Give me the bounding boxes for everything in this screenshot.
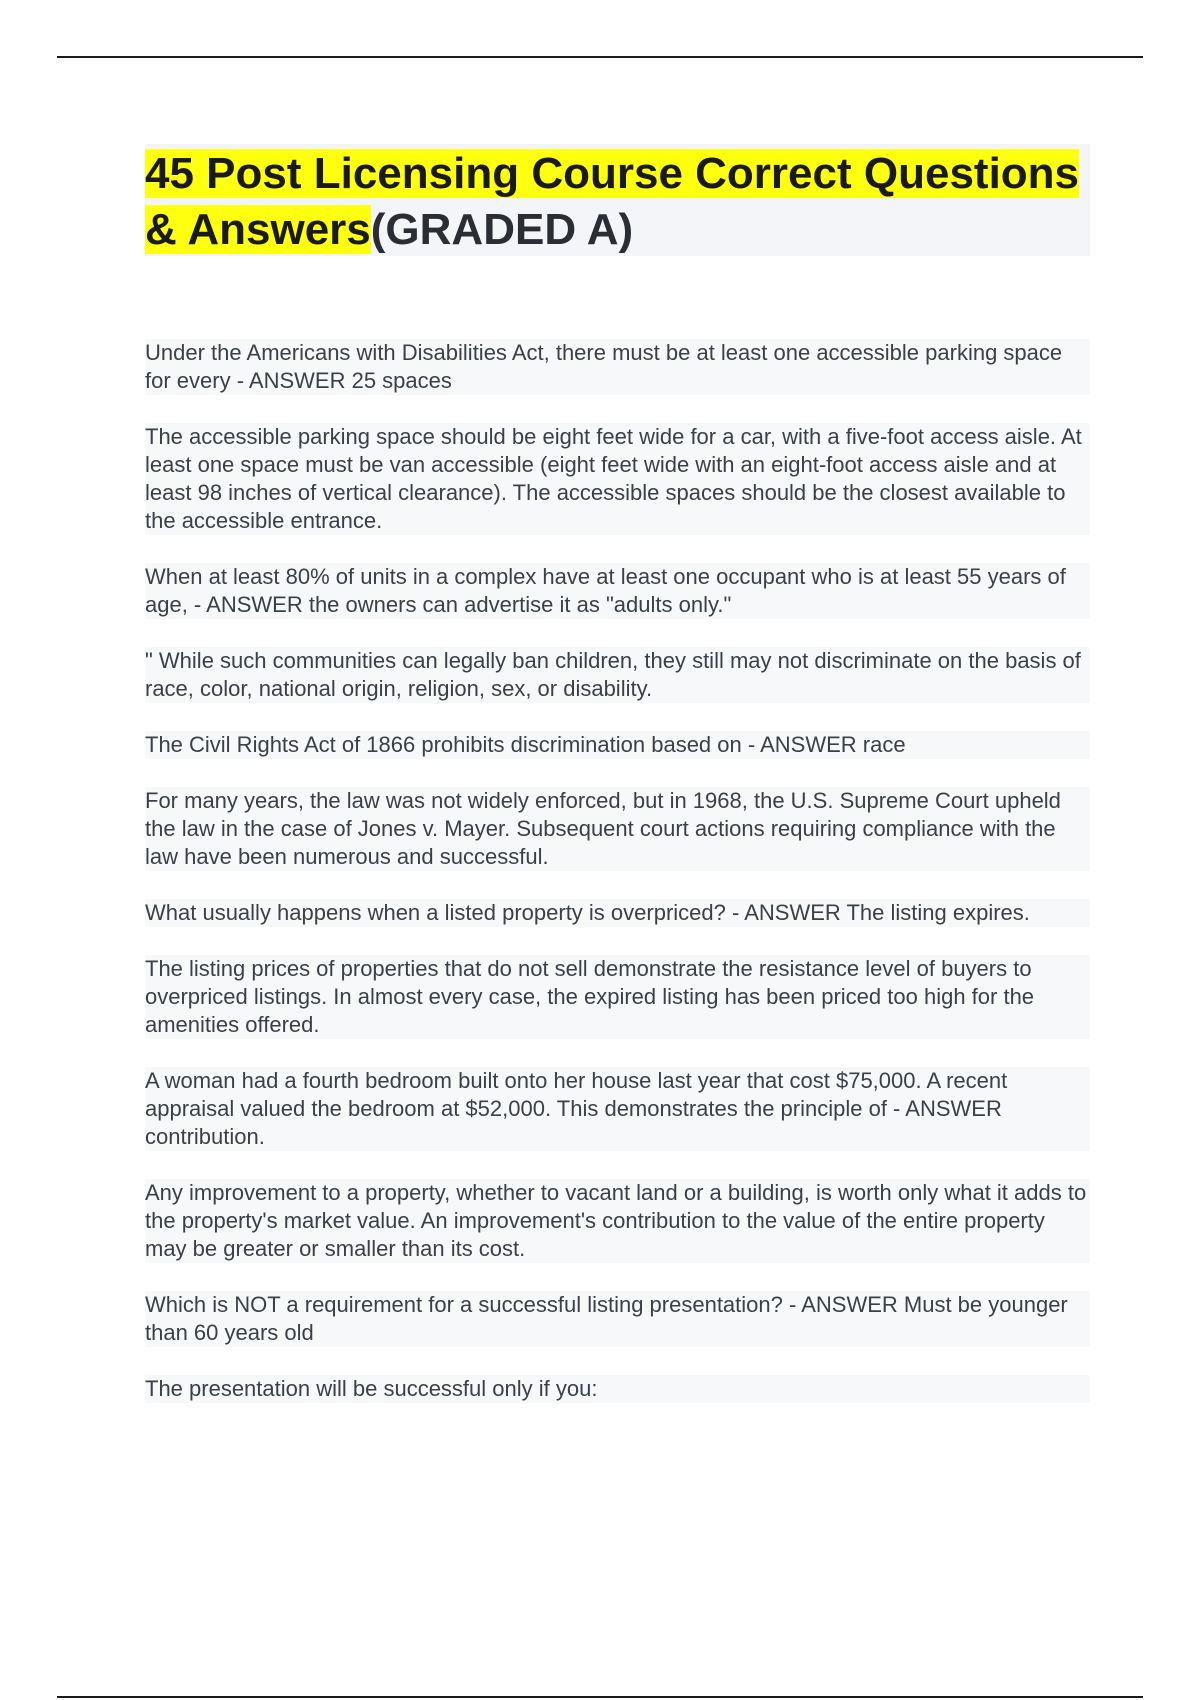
paragraph: What usually happens when a listed property is overpriced? - ANSWER The listing expires. — [145, 899, 1090, 927]
paragraph: When at least 80% of units in a complex have at least one occupant who is at least 55 years of age, - ANSWER the owners can advertise it as "adults only." — [145, 563, 1090, 619]
paragraph: Any improvement to a property, whether to vacant land or a building, is worth only what it adds to the property's market value. An improvement's contribution to the value of the entire property may be greater or smaller than its cost. — [145, 1179, 1090, 1263]
paragraph: " While such communities can legally ban children, they still may not discriminate on the basis of race, color, national origin, religion, sex, or disability. — [145, 647, 1090, 703]
paragraph: Under the Americans with Disabilities Act, there must be at least one accessible parking space for every - ANSWER 25 spaces — [145, 339, 1090, 395]
paragraph: The listing prices of properties that do not sell demonstrate the resistance level of buyers to overpriced listings. In almost every case, the expired listing has been priced too high for the amenities offered. — [145, 955, 1090, 1039]
document-title — [145, 146, 1090, 258]
title-highlighted-text: 45 Post Licensing Course Correct Questions & Answers — [145, 149, 1080, 254]
paragraph: The presentation will be successful only if you: — [145, 1375, 1090, 1403]
document-body — [145, 339, 1090, 1431]
top-rule — [57, 56, 1143, 58]
paragraph: The Civil Rights Act of 1866 prohibits discrimination based on - ANSWER race — [145, 731, 1090, 759]
title-grade-text: (GRADED A) — [370, 205, 634, 254]
paragraph: The accessible parking space should be eight feet wide for a car, with a five-foot access aisle. At least one space must be van accessible (eight feet wide with an eight-foot access aisle and at least 98 inches of vertical clearance). The accessible spaces should be the closest available to the accessible entrance. — [145, 423, 1090, 535]
paragraph: For many years, the law was not widely enforced, but in 1968, the U.S. Supreme Court upheld the law in the case of Jones v. Mayer. Subsequent court actions requiring compliance with the law have been numerous and successful. — [145, 787, 1090, 871]
bottom-rule — [57, 1696, 1143, 1698]
paragraph: A woman had a fourth bedroom built onto her house last year that cost $75,000. A recent appraisal valued the bedroom at $52,000. This demonstrates the principle of - ANSWER contribution. — [145, 1067, 1090, 1151]
paragraph: Which is NOT a requirement for a successful listing presentation? - ANSWER Must be younger than 60 years old — [145, 1291, 1090, 1347]
